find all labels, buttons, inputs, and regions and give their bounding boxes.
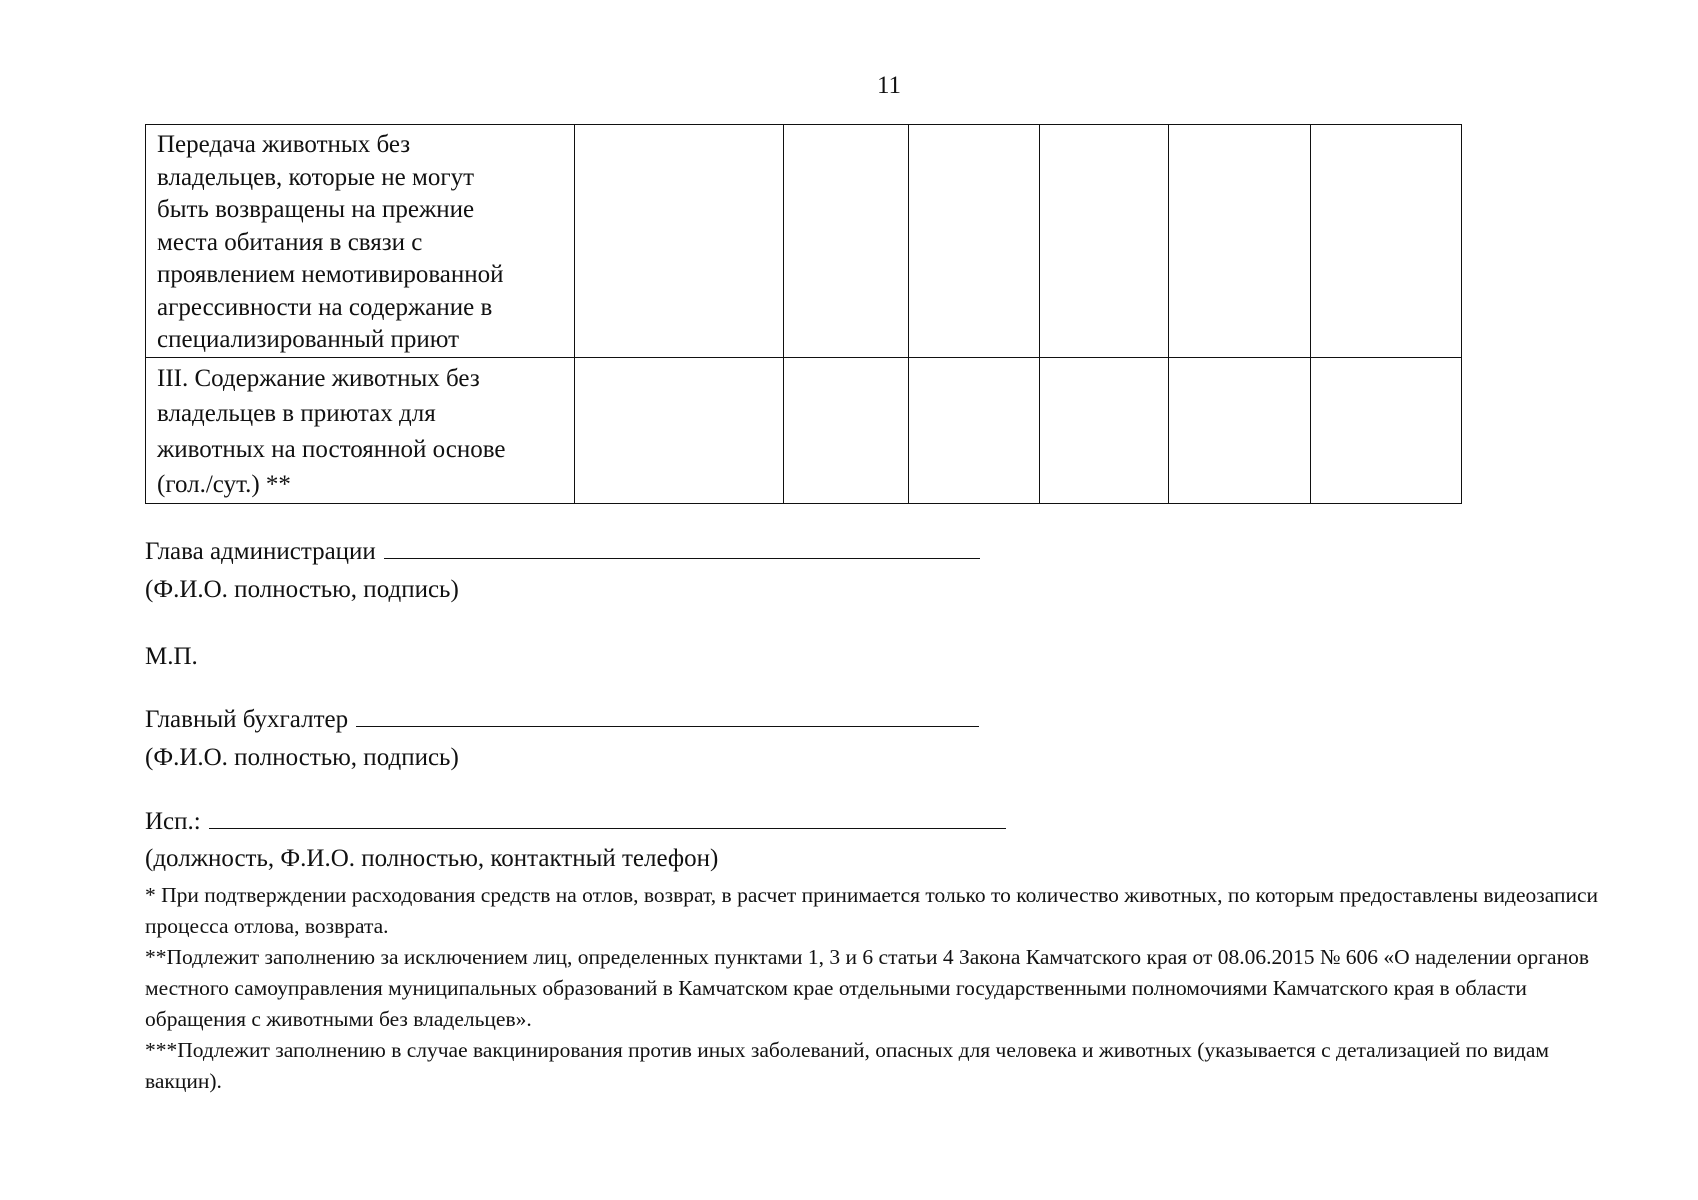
row-label: III. Содержание животных без владельцев в приютах для животных на постоянной основе (гол./сут.) ** <box>157 364 506 498</box>
footnotes <box>145 880 1605 1097</box>
page-number: 11 <box>876 72 902 99</box>
value-cell <box>1311 357 1462 503</box>
accountant-caption: (Ф.И.О. полностью, подпись) <box>145 744 459 771</box>
value-cell <box>1169 125 1311 358</box>
value-cell <box>575 125 784 358</box>
value-cell <box>909 125 1040 358</box>
value-cell <box>784 125 909 358</box>
row-label-cell <box>146 125 575 358</box>
accountant-label: Главный бухгалтер <box>145 706 349 733</box>
executor-label: Исп.: <box>145 808 201 835</box>
report-table <box>145 124 1462 504</box>
value-cell <box>1169 357 1311 503</box>
accountant-signature <box>145 706 979 734</box>
value-cell <box>575 357 784 503</box>
footnote-one-star: * При подтверждении расходования средств на отлов, возврат, в расчет принимается только то количество животных, по которым предоставлены видеозаписи процесса отлова, возврата. <box>145 883 1599 938</box>
stamp-label: М.П. <box>145 643 198 670</box>
value-cell <box>1311 125 1462 358</box>
head-label: Глава администрации <box>145 538 376 565</box>
table-row <box>146 357 1462 503</box>
table-row <box>146 125 1462 358</box>
executor-signature <box>145 808 1006 836</box>
value-cell <box>909 357 1040 503</box>
head-caption: (Ф.И.О. полностью, подпись) <box>145 576 459 603</box>
value-cell <box>1040 125 1169 358</box>
head-signature <box>145 538 980 566</box>
value-cell <box>1040 357 1169 503</box>
executor-signature-line <box>209 808 1006 829</box>
executor-caption: (должность, Ф.И.О. полностью, контактный телефон) <box>145 845 719 872</box>
footnote-three-star: ***Подлежит заполнению в случае вакцинирования против иных заболеваний, опасных для человека и животных (указывается с детализацией по видам вакцин). <box>145 1038 1549 1093</box>
head-signature-line <box>384 538 980 559</box>
footnote-two-star: **Подлежит заполнению за исключением лиц, определенных пунктами 1, 3 и 6 статьи 4 Закона Камчатского края от 08.06.2015 № 606 «О наделении органов местного самоуправления муниципальных образований в Камчатском крае отдельными государственными полномочиями Камчатского края в области обращения с животными без владельцев». <box>145 945 1589 1031</box>
value-cell <box>784 357 909 503</box>
row-label-cell <box>146 357 575 503</box>
accountant-signature-line <box>356 706 979 727</box>
row-label: Передача животных без владельцев, которые не могут быть возвращены на прежние места обитания в связи с проявлением немотивированной агрессивности на содержание в специализированный приют <box>157 131 504 353</box>
